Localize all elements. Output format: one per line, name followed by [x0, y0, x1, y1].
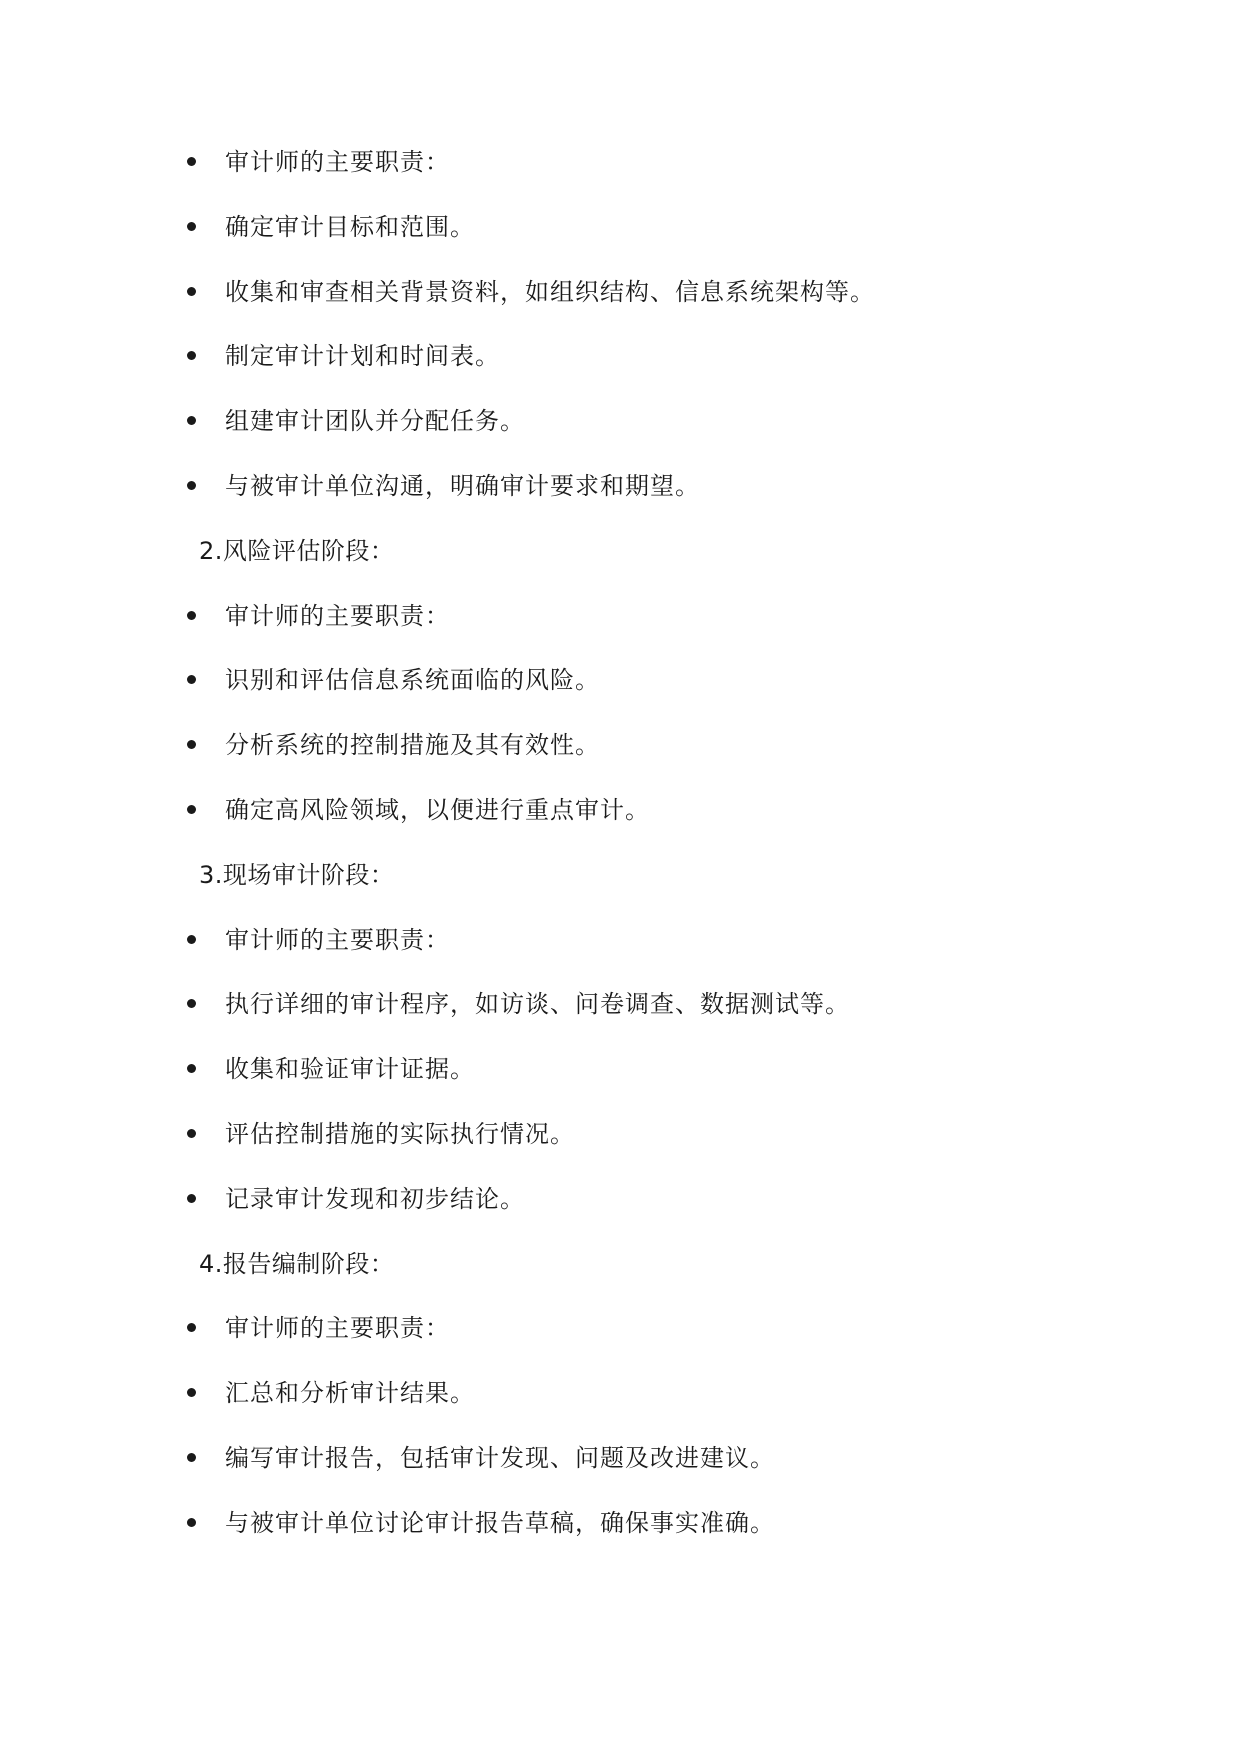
list-item-text: 分析系统的控制措施及其有效性。: [225, 731, 600, 760]
list-item-text: 评估控制措施的实际执行情况。: [225, 1119, 575, 1148]
bullet-icon: [187, 675, 196, 684]
bullet-icon: [187, 1323, 196, 1332]
bullet-icon: [187, 481, 196, 490]
list-item: [0, 397, 1241, 462]
list-item: [0, 1499, 1241, 1564]
list-item-text: 制定审计计划和时间表。: [225, 342, 500, 371]
bullet-icon: [187, 351, 196, 360]
list-item: [0, 462, 1241, 527]
list-item-text: 汇总和分析审计结果。: [225, 1379, 475, 1408]
section-heading-text: 3.现场审计阶段：: [199, 860, 395, 889]
list-item: [0, 916, 1241, 981]
bullet-icon: [187, 1453, 196, 1462]
list-item: [0, 1175, 1241, 1240]
list-item: [0, 656, 1241, 721]
list-item-text: 确定审计目标和范围。: [225, 212, 475, 241]
list-item: [0, 721, 1241, 786]
list-item-text: 编写审计报告，包括审计发现、问题及改进建议。: [225, 1443, 775, 1472]
list-item: [0, 786, 1241, 851]
list-item: [0, 980, 1241, 1045]
list-item-text: 审计师的主要职责：: [225, 148, 450, 176]
bullet-icon: [187, 611, 196, 620]
list-item: [0, 1434, 1241, 1499]
bullet-icon: [187, 935, 196, 944]
list-item: [0, 1369, 1241, 1434]
bullet-icon: [187, 222, 196, 231]
document-body: [0, 138, 1241, 1564]
list-item: [0, 268, 1241, 333]
list-item-text: 组建审计团队并分配任务。: [225, 407, 525, 436]
section-heading-text: 2.风险评估阶段：: [199, 536, 395, 565]
bullet-icon: [187, 157, 196, 166]
list-item: [0, 203, 1241, 268]
section-heading-text: 4.报告编制阶段：: [199, 1249, 395, 1278]
bullet-icon: [187, 416, 196, 425]
list-item-text: 与被审计单位讨论审计报告草稿，确保事实准确。: [225, 1508, 775, 1537]
list-item-text: 收集和审查相关背景资料，如组织结构、信息系统架构等。: [225, 277, 875, 306]
list-item-text: 收集和验证审计证据。: [225, 1055, 475, 1084]
bullet-icon: [187, 740, 196, 749]
list-item: [0, 138, 1241, 203]
bullet-icon: [187, 287, 196, 296]
list-item: [0, 1110, 1241, 1175]
bullet-icon: [187, 1129, 196, 1138]
list-item: [0, 1304, 1241, 1369]
bullet-icon: [187, 1518, 196, 1527]
list-item-text: 审计师的主要职责：: [225, 601, 450, 630]
list-item-text: 记录审计发现和初步结论。: [225, 1184, 525, 1213]
list-item-text: 确定高风险领域，以便进行重点审计。: [225, 795, 650, 824]
bullet-icon: [187, 1388, 196, 1397]
section-heading: [0, 851, 1241, 916]
bullet-icon: [187, 805, 196, 814]
list-item: [0, 1045, 1241, 1110]
list-item-text: 执行详细的审计程序，如访谈、问卷调查、数据测试等。: [225, 990, 850, 1019]
bullet-icon: [187, 999, 196, 1008]
section-heading: [0, 1240, 1241, 1305]
list-item: [0, 332, 1241, 397]
section-heading: [0, 527, 1241, 592]
list-item-text: 识别和评估信息系统面临的风险。: [225, 666, 600, 695]
bullet-icon: [187, 1064, 196, 1073]
bullet-icon: [187, 1194, 196, 1203]
list-item-text: 审计师的主要职责：: [225, 925, 450, 954]
list-item: [0, 592, 1241, 657]
list-item-text: 审计师的主要职责：: [225, 1314, 450, 1343]
list-item-text: 与被审计单位沟通，明确审计要求和期望。: [225, 471, 700, 500]
